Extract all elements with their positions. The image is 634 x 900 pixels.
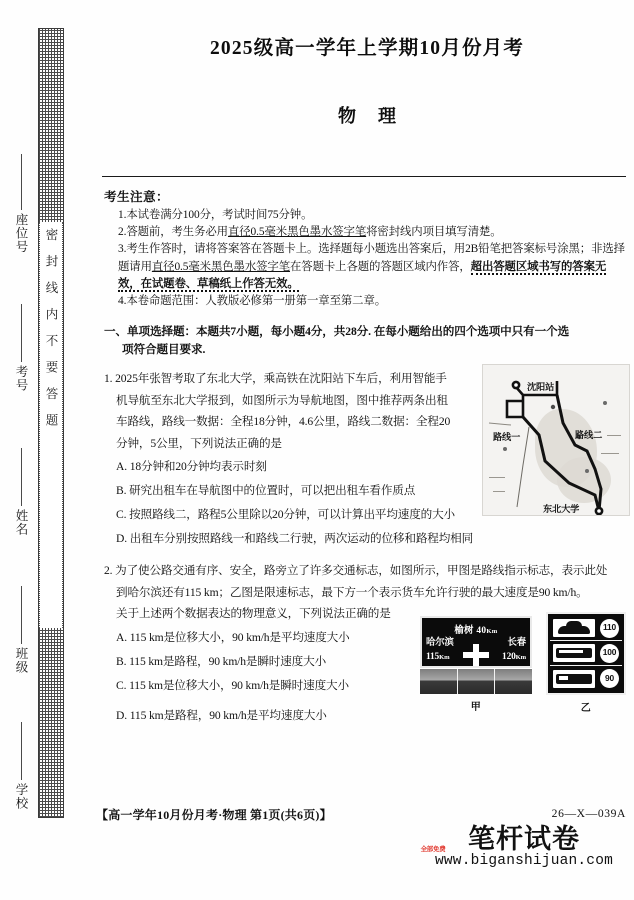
seal-field-label: 姓名 (14, 509, 28, 536)
candidate-notice (104, 186, 628, 310)
sign-city-name: 长春 (507, 638, 526, 649)
notice-heading: 考生注意： (104, 190, 169, 204)
sign-jia-group (420, 616, 532, 719)
bus-icon (553, 644, 595, 662)
notice-emphasis-phrase: 超出答题区域书写的答案无效，在试题卷、草稿纸上作答无效。 (118, 260, 607, 290)
speed-limit-row-car (550, 616, 622, 641)
seal-field-examno (8, 304, 34, 392)
paper-main-column (100, 0, 634, 900)
sign-city-name: 哈尔滨 (426, 638, 454, 649)
map-label-northeastern-university: 东北大学 (543, 504, 580, 515)
question-1-number-and-line (104, 368, 476, 390)
seal-field-label: 班级 (14, 647, 28, 674)
option-b[interactable]: B. 115 km是路程，90 km/h是瞬时速度大小 (116, 654, 327, 668)
question-2 (104, 560, 628, 728)
car-icon (553, 619, 595, 637)
notice-item-number: 3. (118, 243, 127, 256)
notice-item-2 (104, 224, 628, 241)
notice-item-text-tail: 将密封线内项目填写清楚。 (366, 226, 502, 239)
sign-yi-group (546, 612, 626, 720)
question-number: 2. (104, 564, 113, 578)
sign-distance-unit: Km (486, 628, 498, 636)
watermark-url: www.biganshijuan.com (434, 853, 614, 869)
notice-underline-phrase: 直径0.5毫米黑色墨水签字笔 (151, 260, 291, 273)
notice-underline-phrase: 直径0.5毫米黑色墨水签字笔 (227, 226, 367, 239)
speed-limit-sign (546, 612, 626, 695)
page-footer (0, 806, 634, 900)
notice-item-text: 答题前，考生务必用 (126, 226, 228, 239)
sign-distance-value: 40 (476, 626, 487, 637)
watermark-brand: 笔杆试卷 (468, 824, 580, 854)
header-divider (102, 176, 626, 177)
seal-notice-text: 密封线内不要答题 (44, 228, 58, 440)
option-b[interactable]: B. 研究出租车在导航图中的位置时，可以把出租车看作质点 (116, 484, 416, 498)
sign-distance-value: 115 (426, 652, 440, 663)
map-label-shenyang-station: 沈阳站 (527, 382, 555, 393)
speed-limit-row-truck (550, 666, 622, 691)
figure-caption-yi: 乙 (580, 703, 592, 715)
question-stem-line: 机导航至东北大学报到，如图所示为导航地图，图中推荐两条出租 (116, 393, 448, 407)
notice-item-text-tail: 在答题卡上各题的答题区域内作答， (290, 260, 471, 273)
watermark-free-badge: 全部免费 (420, 846, 446, 853)
seal-field-label: 考号 (14, 365, 28, 392)
figure-caption-jia: 甲 (470, 702, 482, 714)
sign-right-destination (502, 636, 526, 665)
question-2-number-and-line (104, 560, 620, 582)
seal-field-label: 座位号 (14, 213, 28, 254)
option-d[interactable]: D. 115 km是路程，90 km/h是平均速度大小 (116, 708, 327, 722)
speed-limit-value: 90 (600, 669, 619, 688)
option-a[interactable]: A. 115 km是位移大小，90 km/h是平均速度大小 (116, 630, 350, 644)
notice-item-text: 本卷命题范围：人教版必修第一册第一章至第二章。 (126, 295, 387, 308)
map-label-route-1: 路线一 (493, 432, 521, 443)
notice-item-text: 考生作答时，请将答案答在答题卡上。选择题每小题选出答案后，用2B铅笔把答案标号涂黑；非选择题请用 (118, 243, 625, 273)
road-signs-figure (420, 616, 632, 732)
sign-city-name: 榆树 (454, 626, 474, 637)
speed-limit-value: 110 (600, 619, 619, 638)
sign-left-destination (426, 636, 454, 665)
navigation-map-figure (482, 364, 630, 516)
question-stem-line: 分钟，5公里，下列说法正确的是 (116, 436, 282, 450)
notice-item-number: 2. (118, 226, 127, 239)
notice-item-number: 4. (118, 295, 127, 308)
option-a[interactable]: A. 18分钟和20分钟均表示时刻 (116, 460, 267, 474)
sign-distance-unit: Km (439, 654, 450, 662)
seal-notice-window (39, 222, 63, 628)
question-stem-line: 2025年张智考取了东北大学，乘高铁在沈阳站下车后，利用智能手 (115, 372, 447, 386)
map-label-route-2: 路线二 (575, 430, 603, 441)
question-1 (104, 368, 628, 551)
seal-field-school (8, 722, 34, 810)
subject-title: 物理 (338, 106, 418, 126)
sign-distance-value: 120 (502, 652, 516, 663)
crossroad-icon (463, 644, 489, 666)
speed-limit-value: 100 (600, 644, 619, 663)
question-stem-line: 关于上述两个数据表达的物理意义，下列说法正确的是 (116, 607, 391, 621)
truck-icon (553, 670, 595, 688)
speed-limit-row-bus (550, 641, 622, 666)
seal-field-class (8, 586, 34, 674)
seal-field-label: 学校 (14, 783, 28, 810)
question-stem-line: 为了使公路交通有序、安全，路旁立了许多交通标志，如图所示，甲图是路线指示标志，表示此处 (115, 564, 608, 578)
page-title: 2025级高一学年上学期10月份月考 (209, 38, 525, 59)
option-c[interactable]: C. 115 km是位移大小，90 km/h是瞬时速度大小 (116, 678, 349, 692)
sign-distance-unit: Km (515, 654, 526, 662)
direction-sign (420, 616, 532, 668)
seal-field-name (8, 448, 34, 536)
notice-item-text: 本试卷满分100分，考试时间75分钟。 (126, 209, 313, 221)
notice-item-4 (104, 293, 628, 310)
seal-field-list (8, 30, 34, 820)
question-number: 1. (104, 372, 113, 386)
seal-field-seat (8, 154, 34, 254)
notice-item-number: 1. (118, 209, 127, 221)
section-header-line-2: 项符合题目要求. (122, 343, 206, 357)
question-stem-line: 到哈尔滨还有115 km；乙图是限速标志，最下方一个表示货车允许行驶的最大速度是90 km/h。 (116, 585, 588, 599)
roadside-photo (420, 668, 532, 694)
seal-sidebar (0, 0, 100, 900)
question-stem-line: 车路线，路线一数据：全程18分钟，4.6公里，路线二数据：全程20 (116, 415, 451, 429)
notice-item-3 (104, 241, 628, 293)
paper-code: 26—X—039A (551, 807, 626, 820)
watermark (418, 824, 630, 869)
section-header-line-1: 一、单项选择题：本题共7小题，每小题4分，共28分. 在每小题给出的四个选项中只有一个选 (104, 325, 570, 339)
option-d[interactable]: D. 出租车分别按照路线一和路线二行驶，两次运动的位移和路程均相同 (116, 532, 474, 546)
footer-page-info: 【高一学年10月份月考·物理 第1页(共6页)】 (96, 808, 332, 822)
option-c[interactable]: C. 按照路线二，路程5公里除以20分钟，可以计算出平均速度的大小 (116, 508, 456, 522)
section-header-multiple-choice (104, 323, 628, 359)
notice-item-1 (104, 207, 628, 224)
